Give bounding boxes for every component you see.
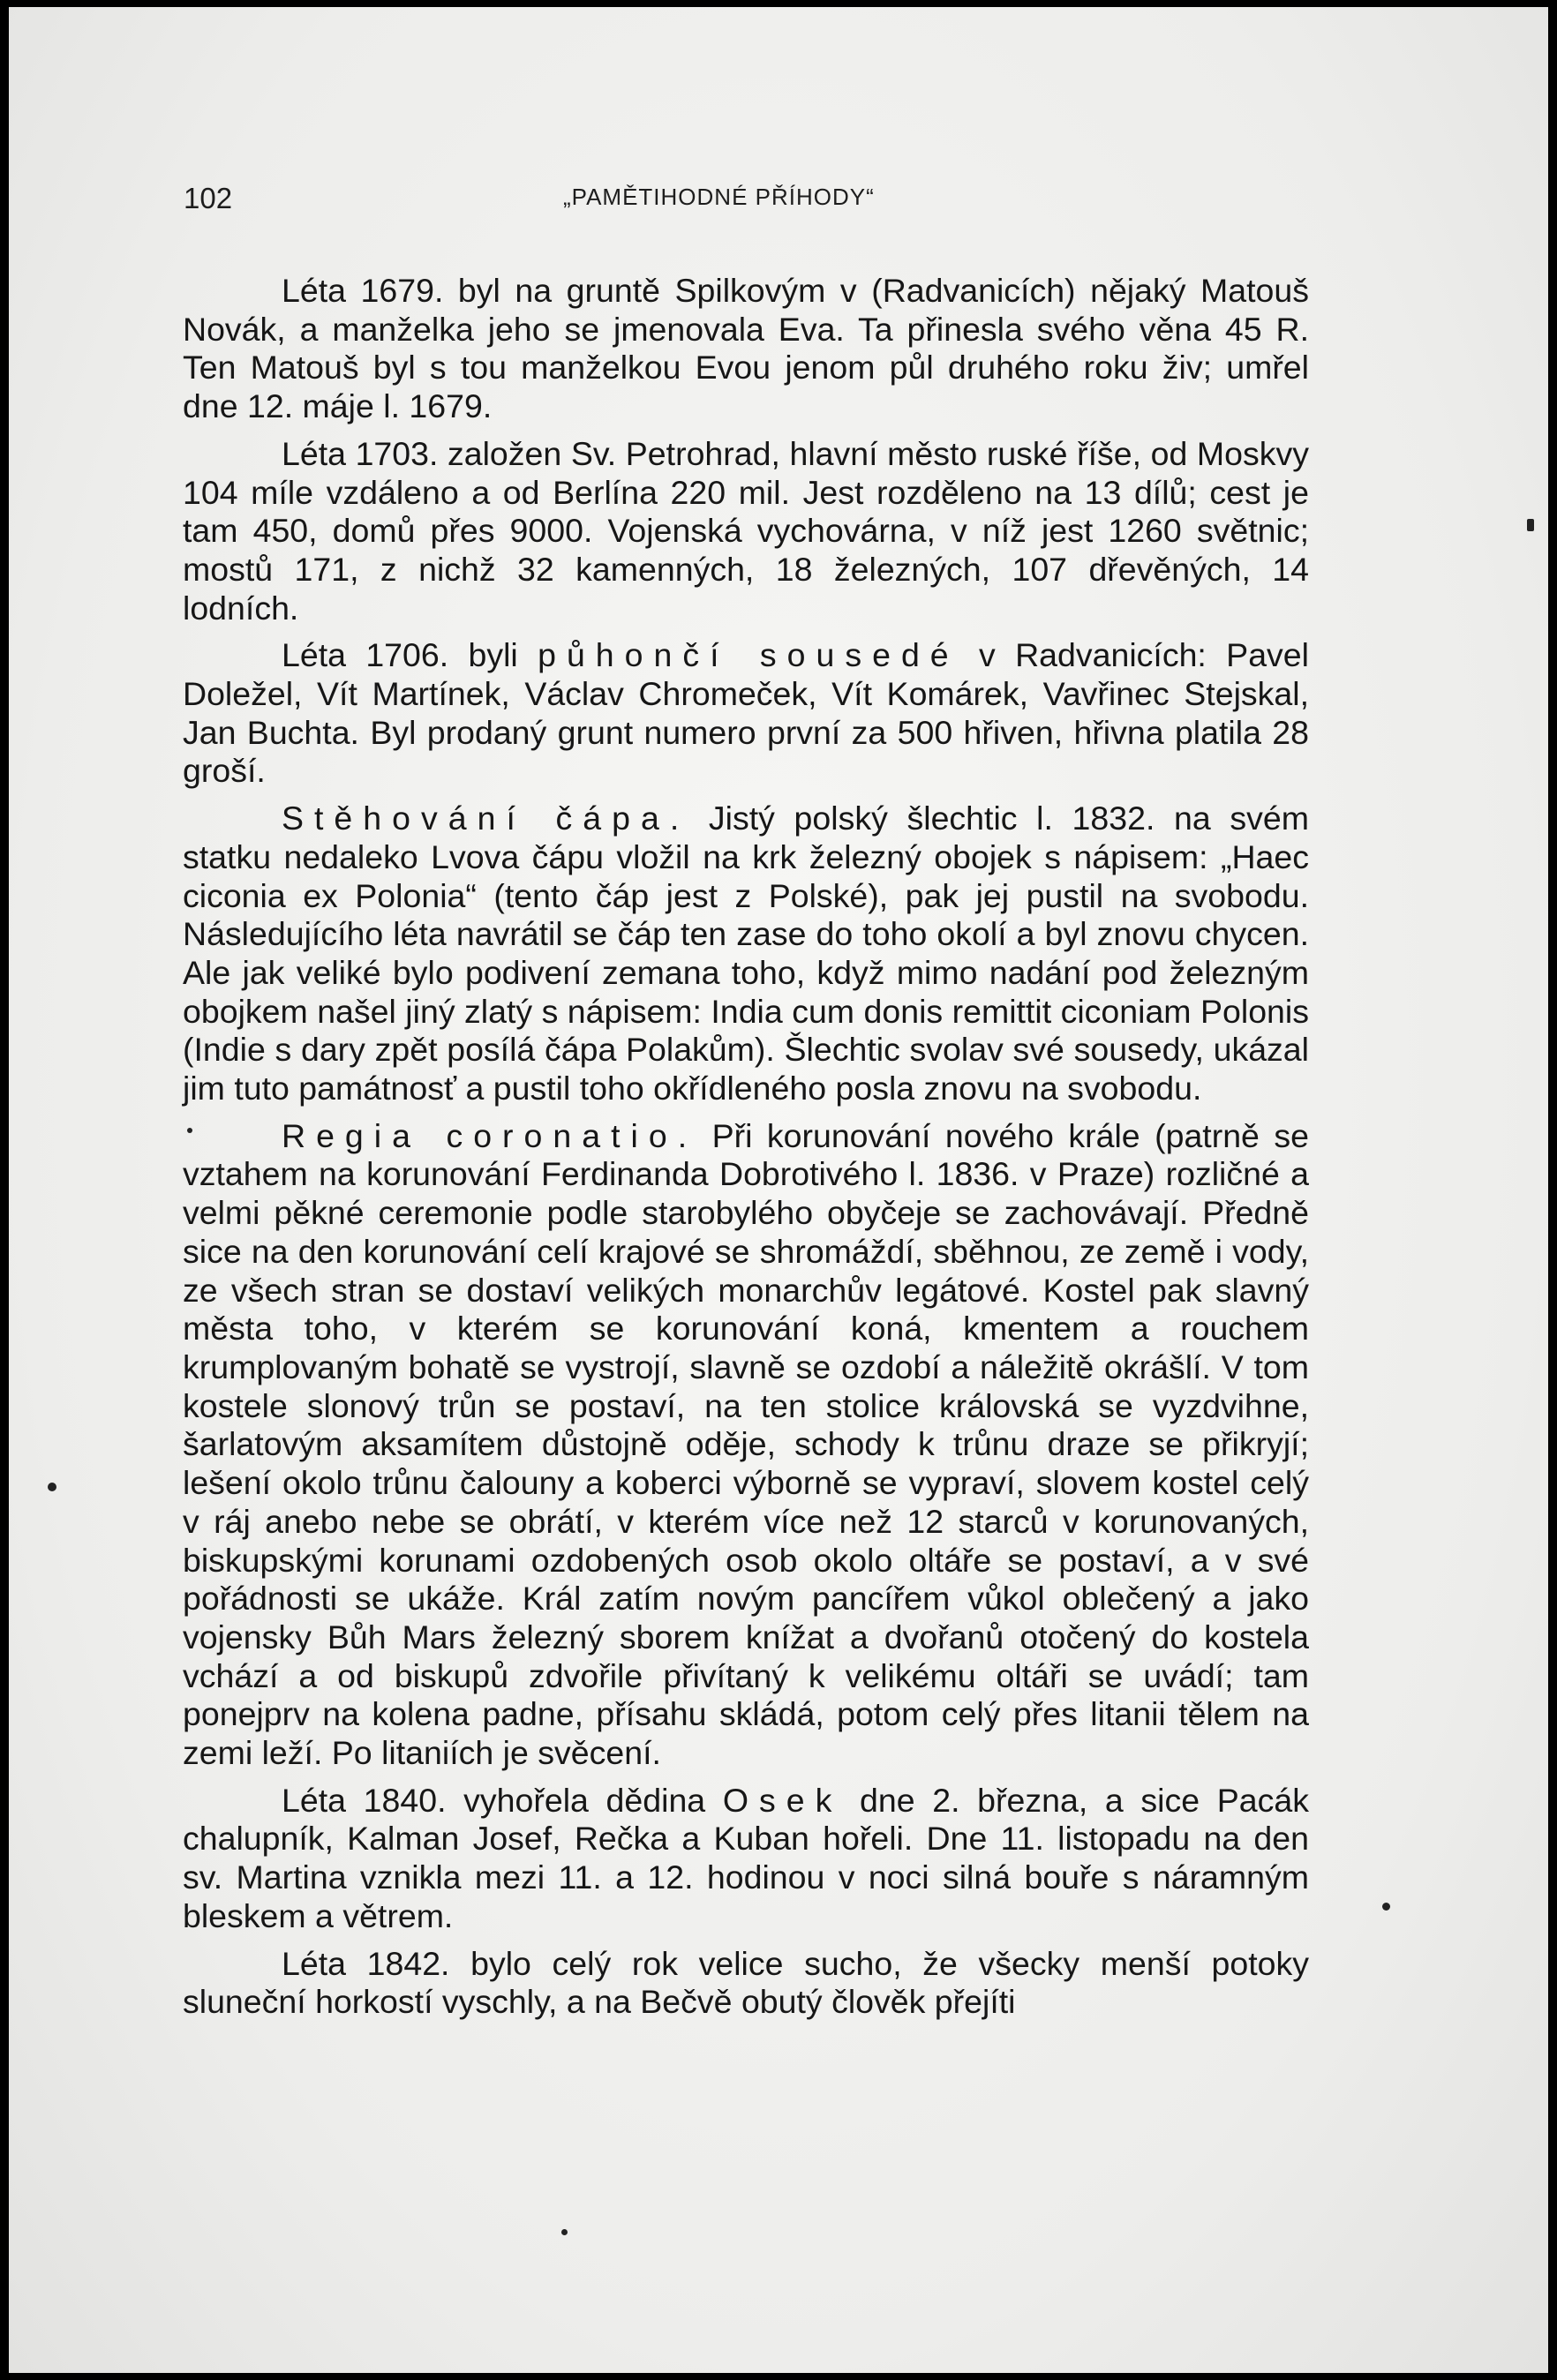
paragraph-1840: [183, 1782, 1309, 1936]
paragraph-1842: [183, 1945, 1309, 2022]
scan-speck: [1382, 1903, 1390, 1911]
section-heading-spaced: Stěhování čápa.: [282, 800, 690, 837]
page-header: [184, 173, 1331, 226]
scan-speck: [187, 1128, 192, 1133]
paragraph-lead: Léta 1840. vyhořela dědina: [282, 1781, 723, 1819]
paragraph-text: Léta 1679. byl na gruntě Spilkovým v (Radvanicích) nějaký Matouš Novák, a manželka jeho se jmenovala Eva. Ta přinesla svého věna 45 R. Ten Matouš byl s tou manželkou Evou jenom půl druhého roku živ; umřel dne 12. máje l. 1679.: [183, 272, 1309, 425]
running-title: „PAMĚTIHODNÉ PŘÍHODY“: [563, 184, 875, 210]
paragraph-stork: [183, 800, 1309, 1108]
paragraph-1703: [183, 435, 1309, 628]
paragraph-coronation: [183, 1117, 1309, 1773]
paragraph-text: dne 2. března, a sice Pacák chalupník, Kalman Josef, Rečka a Kuban hořeli. Dne 11. listopadu na den sv. Martina vznikla mezi 11. a 12. hodinou v noci silná bouře s náramným bleskem a větrem.: [183, 1781, 1310, 1934]
paragraph-1706: [183, 636, 1309, 791]
scan-speck: [48, 1483, 56, 1491]
scan-speck: [1527, 519, 1534, 531]
paragraph-text: Jistý polský šlechtic l. 1832. na svém statku nedaleko Lvova čápu vložil na krk železný obojek s nápisem: „Haec ciconia ex Polonia“ (tento čáp jest z Polské), pak jej pustil na svobodu. Následujícího léta navrátil se čáp ten zase do toho okolí a byl znovu chycen. Ale jak veliké bylo podivení zemana toho, když mimo nadání pod železným obojkem našel jiný zlatý s nápisem: India cum donis remittit ciconiam Polonis (Indie s dary zpět posílá čápa Polakům). Šlechtic svolav své sousedy, ukázal jim tuto památnosť a pustil toho okřídleného posla znovu na svobodu.: [183, 800, 1309, 1107]
spaced-emphasis: Osek: [722, 1781, 843, 1819]
scan-speck: [561, 2229, 568, 2235]
page-number: 102: [184, 182, 233, 214]
paragraph-1679: [183, 272, 1309, 426]
paragraph-lead: Léta 1706. byli: [282, 636, 538, 674]
paragraph-text: Léta 1842. bylo celý rok velice sucho, že všecky menší potoky sluneční horkostí vyschly, a na Bečvě obutý člověk přejíti: [183, 1944, 1309, 2021]
section-heading-spaced: Regia coronatio.: [282, 1116, 698, 1154]
paragraph-text: Při korunování nového krále (patrně se vztahem na korunování Ferdinanda Dobrotivého l. 1836. v Praze) rozličné a velmi pěkné ceremonie podle starobylého obyčeje se zachovávají. Předně sice na den korunování celí krajové se shromáždí, sběhnou, ze země i vody, ze všech stran se dostaví velikých monarchův legátové. Kostel pak slavný města toho, v kterém se korunování koná, kmentem a rouchem krumplovaným bohatě se vystrojí, slavně se ozdobí a náležitě okrášlí. V tom kostele slonový trůn se postaví, na ten stolice královská se vyzdvihne, šarlatovým aksamítem důstojně oděje, schody k trůnu draze se přikryjí; lešení okolo trůnu čalouny a koberci výborně se vypraví, slovem kostel celý v ráj anebo nebe se obrátí, v kterém více než 12 starců v korunovaných, biskupskými korunami ozdobených osob okolo oltáře se postaví, a v své pořádnosti se ukáže. Král zatím novým pancířem vůkol oblečený a jako vojensky Bůh Mars železný sborem knížat a dvořanů otočený do kostela vchází a od biskupů zdvořile přivítaný k velikému oltáři se uvádí; tam ponejprv na kolena padne, přísahu skládá, potom celý přes litanii tělem na zemi leží. Po litaniích je svěcení.: [183, 1116, 1309, 1772]
book-page: [9, 7, 1548, 2373]
paragraph-text: v Radvanicích: Pavel Doležel, Vít Martínek, Václav Chromeček, Vít Komárek, Vavřinec Stejskal, Jan Buchta. Byl prodaný grunt numero první za 500 hřiven, hřivna platila 28 groší.: [183, 636, 1309, 790]
body-text: [183, 272, 1309, 2031]
spaced-emphasis: půhončí sousedé: [538, 636, 959, 674]
paragraph-text: Léta 1703. založen Sv. Petrohrad, hlavní město ruské říše, od Moskvy 104 míle vzdáleno a od Berlína 220 mil. Jest rozděleno na 13 dílů; cest je tam 450, domů přes 9000. Vojenská vychovárna, v níž jest 1260 světnic; mostů 171, z nichž 32 kamenných, 18 železných, 107 dřevěných, 14 lodních.: [183, 434, 1309, 627]
